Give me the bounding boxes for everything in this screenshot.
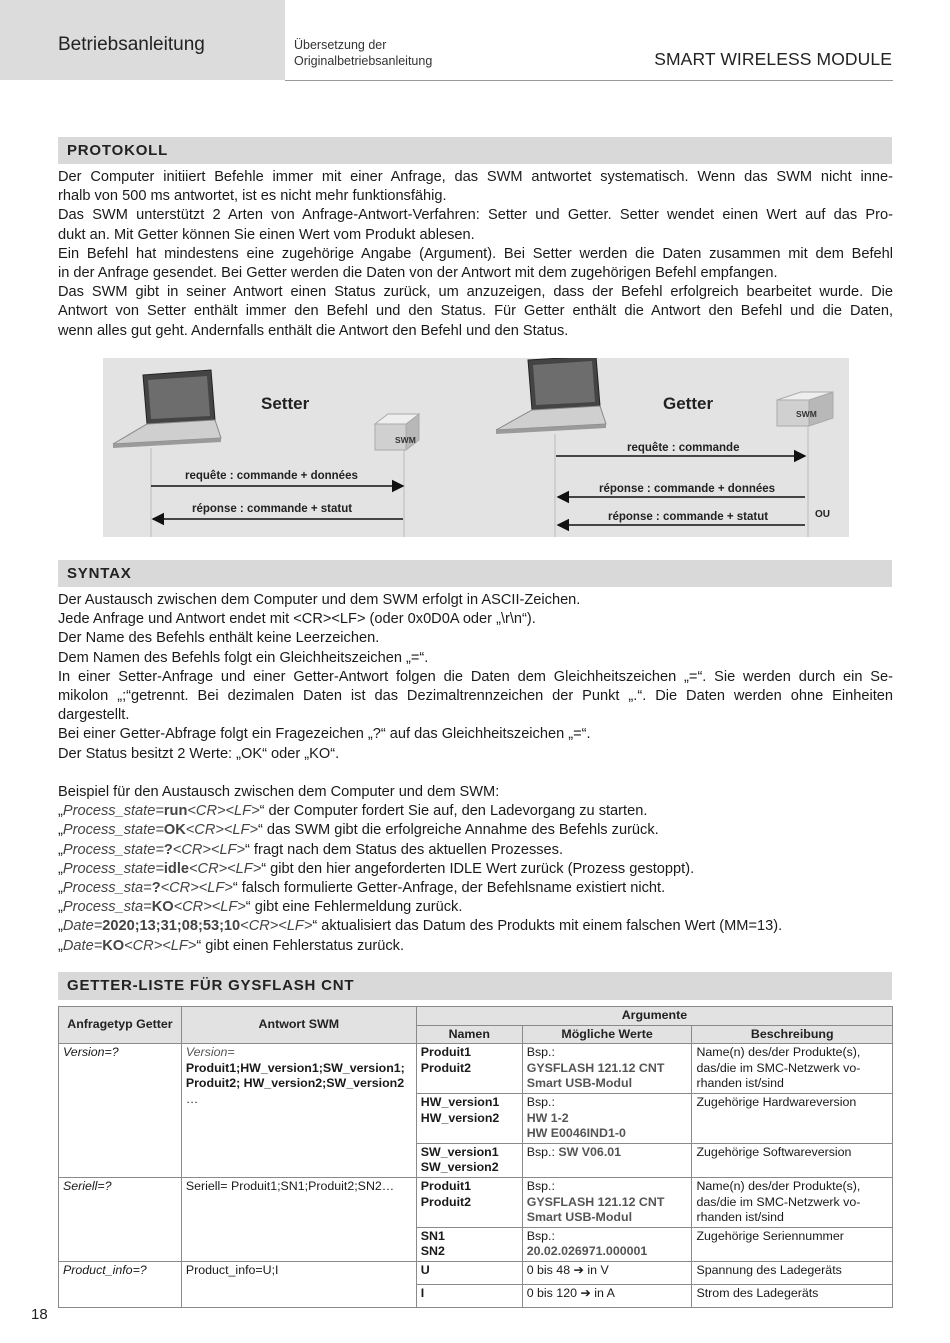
text-line: in der Anfrage gesendet. Bei Getter werden die Daten von der Antwort mit dem zugehörigen Befehl empfangen. [58, 265, 778, 282]
command-value: OK [163, 822, 186, 839]
arg-name: SW_version1 [420, 1144, 499, 1159]
answer-line: Produit2; HW_version2;SW_version2 [185, 1076, 405, 1091]
example-value: 20.02.026971.000001 [526, 1244, 648, 1259]
protocol-diagram-svg [103, 358, 849, 537]
value-prefix: Bsp.: [526, 1094, 555, 1109]
answer-cell: Product_info=U;I [181, 1261, 416, 1307]
text-line: wenn alles gut geht. Andernfalls enthält die Antwort den Befehl und den Status. [58, 322, 569, 339]
quote-close: “ [232, 880, 238, 897]
translation-line: Übersetzung der [294, 38, 387, 52]
protokoll-text [58, 168, 893, 341]
desc-cell [692, 1093, 893, 1143]
col-header-arguments: Argumente [416, 1007, 892, 1026]
quote-open: „ [58, 918, 63, 935]
terminator: <CR><LF> [173, 899, 246, 916]
terminator: <CR><LF> [185, 822, 258, 839]
command-name: Process_state= [62, 841, 164, 858]
text-line: Der Name des Befehls enthält keine Leerzeichen. [58, 630, 380, 647]
terminator: <CR><LF> [172, 841, 245, 858]
example-value: HW E0046IND1-0 [526, 1126, 626, 1141]
col-header-type: Anfragetyp Getter [59, 1007, 182, 1044]
desc-line: rhanden ist/sind [696, 1076, 784, 1091]
answer-line: Produit1;HW_version1;SW_version1; [185, 1060, 405, 1075]
quote-close: “ [259, 803, 265, 820]
example-intro: Beispiel für den Austausch zwischen dem Computer und dem SWM: [58, 784, 500, 801]
command-value: ? [163, 841, 173, 858]
arg-name: SN2 [420, 1244, 445, 1259]
command-name: Process_state= [62, 803, 164, 820]
value-prefix: Bsp.: [526, 1178, 555, 1193]
arg-name: HW_version1 [420, 1094, 500, 1109]
desc-cell [692, 1044, 893, 1094]
request-type: Product_info=? [59, 1261, 182, 1307]
value-prefix: Bsp.: [526, 1144, 559, 1159]
section-heading-text: SYNTAX [67, 565, 132, 582]
text-line: Jede Anfrage und Antwort endet mit <CR><LF> (oder 0x0D0A oder „\r\n“). [58, 611, 536, 628]
example-value: GYSFLASH 121.12 CNT [526, 1060, 665, 1075]
desc-line: Name(n) des/der Produkte(s), [696, 1045, 861, 1060]
quote-open: „ [58, 880, 63, 897]
arg-name: SN1 [420, 1228, 445, 1243]
laptop-icon [113, 370, 221, 448]
arg-name: SW_version2 [420, 1160, 499, 1175]
product-name: SMART WIRELESS MODULE [654, 49, 892, 69]
example-list [58, 802, 893, 956]
getter-table [58, 1006, 893, 1308]
command-name: Process_state= [62, 822, 164, 839]
swm-label: SWM [395, 435, 416, 445]
text-line: Der Status besitzt 2 Werte: „OK“ oder „KO“. [58, 745, 340, 762]
text-line: dukt an. Mit Getter können Sie einen Wert vom Produkt ablesen. [58, 226, 475, 243]
values-cell [522, 1044, 692, 1094]
example-desc: der Computer fordert Sie auf, den Ladevorgang zu starten. [264, 803, 648, 820]
terminator: <CR><LF> [160, 880, 233, 897]
getter-request-label: requête : commande [627, 442, 740, 454]
col-header-answer: Antwort SWM [181, 1007, 416, 1044]
example-value: Smart USB-Modul [526, 1076, 633, 1091]
blank-line [58, 764, 893, 783]
request-type: Seriell=? [59, 1177, 182, 1261]
example-value: SW V06.01 [558, 1144, 622, 1159]
setter-title: Setter [261, 394, 310, 413]
arg-name: Produit2 [420, 1060, 472, 1075]
desc-line: Zugehörige Seriennummer [696, 1228, 844, 1243]
command-name: Process_state= [62, 860, 164, 877]
example-value: HW 1-2 [526, 1110, 569, 1125]
example-desc: aktualisiert das Datum des Produkts mit einem falschen Wert (MM=13). [317, 918, 783, 935]
setter-response-label: réponse : commande + statut [192, 503, 353, 515]
names-cell [416, 1177, 522, 1227]
desc-cell [692, 1227, 893, 1261]
arg-name: Produit1 [420, 1178, 472, 1193]
example-line [58, 821, 893, 840]
answer-prefix: Version= [185, 1045, 235, 1060]
section-heading-syntax [58, 560, 892, 587]
table-row [59, 1044, 893, 1094]
command-name: Date= [62, 937, 103, 954]
col-header-description: Beschreibung [692, 1025, 893, 1044]
desc-line: Name(n) des/der Produkte(s), [696, 1178, 861, 1193]
example-line [58, 841, 893, 860]
example-line [58, 898, 893, 917]
command-value: KO [102, 937, 125, 954]
names-cell [416, 1044, 522, 1094]
quote-close: “ [312, 918, 318, 935]
text-line: Ein Befehl hat mindestens eine zugehörige Angabe (Argument). Bei Setter werden die Daten zusammen mit dem Befehl [58, 245, 893, 262]
values-cell [522, 1143, 692, 1177]
example-desc: gibt eine Fehlermeldung zurück. [250, 899, 463, 916]
values-cell [522, 1093, 692, 1143]
value-prefix: Bsp.: [526, 1045, 555, 1060]
values-cell: 0 bis 48 ➔ in V [522, 1261, 692, 1284]
doc-title: Betriebsanleitung [58, 34, 205, 55]
desc-cell [692, 1143, 893, 1177]
desc-cell: Strom des Ladegeräts [692, 1284, 893, 1307]
answer-cell: Seriell= Produit1;SN1;Produit2;SN2… [181, 1177, 416, 1261]
names-cell: I [416, 1284, 522, 1307]
command-value: 2020;13;31;08;53;10 [102, 918, 241, 935]
section-heading-protokoll [58, 137, 892, 164]
example-value: Smart USB-Modul [526, 1210, 633, 1225]
table-row [59, 1177, 893, 1227]
swm-label: SWM [796, 409, 817, 419]
terminator: <CR><LF> [240, 918, 313, 935]
section-heading-text: GETTER-LISTE FÜR GYSFLASH CNT [67, 977, 355, 994]
text-line: mikolon „;“getrennt. Bei dezimalen Daten ist das Dezimaltrennzeichen der Punkt „.“. Die Daten werden ohne Einheiten [58, 688, 893, 705]
command-name: Process_sta= [62, 880, 152, 897]
arg-name: Produit1 [420, 1045, 472, 1060]
value-prefix: Bsp.: [526, 1228, 555, 1243]
terminator: <CR><LF> [189, 860, 262, 877]
setter-request-label: requête : commande + données [185, 470, 358, 482]
header-divider [285, 80, 893, 81]
syntax-text [58, 591, 893, 956]
table-row [59, 1261, 893, 1284]
getter-title: Getter [663, 394, 714, 413]
text-line: Das SWM gibt in seiner Antwort einen Status zurück, um anzuzeigen, dass der Befehl erfolgreich bearbeitet wurde. Die [58, 284, 893, 301]
text-line: In einer Setter-Anfrage und einer Getter-Antwort folgen die Daten dem Gleichheitszeichen „=“. Sie werden durch ein Se- [58, 668, 893, 685]
request-type: Version=? [59, 1044, 182, 1178]
quote-open: „ [58, 822, 63, 839]
desc-line: Zugehörige Softwareversion [696, 1144, 852, 1159]
quote-open: „ [58, 860, 63, 877]
quote-close: “ [245, 841, 250, 858]
text-line: rhalb von 500 ms antwortet, ist es nicht mehr funktionsfähig. [58, 188, 447, 205]
col-header-names: Namen [416, 1025, 522, 1044]
names-cell: U [416, 1261, 522, 1284]
desc-cell [692, 1177, 893, 1227]
example-desc: falsch formulierte Getter-Anfrage, der Befehlsname existiert nicht. [237, 880, 666, 897]
example-desc: das SWM gibt die erfolgreiche Annahme des Befehls zurück. [262, 822, 659, 839]
quote-open: „ [58, 899, 63, 916]
arg-name: HW_version2 [420, 1110, 500, 1125]
text-line: Das SWM unterstützt 2 Arten von Anfrage-Antwort-Verfahren: Setter und Getter. Setter wendet einen Wert auf das Pro- [58, 207, 893, 224]
names-cell [416, 1143, 522, 1177]
values-cell [522, 1227, 692, 1261]
command-value: KO [151, 899, 174, 916]
desc-line: rhanden ist/sind [696, 1210, 784, 1225]
getter-response-data-label: réponse : commande + données [599, 483, 776, 495]
example-line [58, 802, 893, 821]
translation-note [294, 37, 432, 69]
header-title-box [0, 0, 285, 80]
quote-close: “ [261, 860, 267, 877]
text-line: dargestellt. [58, 707, 130, 724]
arg-name: Produit2 [420, 1194, 472, 1209]
laptop-icon [496, 358, 606, 434]
translation-line: Originalbetriebsanleitung [294, 54, 433, 68]
text-line: Der Austausch zwischen dem Computer und dem SWM erfolgt in ASCII-Zeichen. [58, 592, 581, 608]
command-value: run [163, 803, 188, 820]
table-header-row [59, 1007, 893, 1026]
example-desc: gibt einen Fehlerstatus zurück. [201, 937, 404, 954]
terminator: <CR><LF> [187, 803, 260, 820]
or-label: OU [815, 509, 830, 520]
quote-close: “ [196, 937, 202, 954]
names-cell [416, 1093, 522, 1143]
example-line [58, 860, 893, 879]
values-cell [522, 1177, 692, 1227]
protocol-diagram [103, 358, 849, 537]
example-desc: gibt den hier angeforderten IDLE Wert zurück (Prozess gestoppt). [266, 860, 695, 877]
example-line [58, 917, 893, 936]
names-cell [416, 1227, 522, 1261]
text-line: Bei einer Getter-Abfrage folgt ein Fragezeichen „?“ auf das Gleichheitszeichen „=“. [58, 726, 591, 743]
quote-close: “ [257, 822, 263, 839]
quote-close: “ [245, 899, 251, 916]
page-number: 18 [31, 1306, 48, 1323]
getter-response-status-label: réponse : commande + statut [608, 511, 769, 523]
values-cell: 0 bis 120 ➔ in A [522, 1284, 692, 1307]
terminator: <CR><LF> [124, 937, 197, 954]
example-line [58, 937, 893, 956]
desc-line: Zugehörige Hardwareversion [696, 1094, 857, 1109]
desc-line: das/die im SMC-Netzwerk vo- [696, 1194, 861, 1209]
quote-open: „ [58, 937, 63, 954]
text-line: Der Computer initiiert Befehle immer mit einer Anfrage, das SWM antwortet systematisch. Wenn das SWM nicht inne- [58, 169, 893, 185]
answer-line: … [185, 1091, 199, 1106]
command-name: Process_sta= [62, 899, 152, 916]
command-value: ? [151, 880, 161, 897]
example-value: GYSFLASH 121.12 CNT [526, 1194, 665, 1209]
section-heading-getter-list [58, 972, 892, 1000]
example-desc: fragt nach dem Status des aktuellen Prozesses. [249, 841, 563, 858]
quote-open: „ [58, 841, 63, 858]
col-header-values: Mögliche Werte [522, 1025, 692, 1044]
example-line [58, 879, 893, 898]
answer-cell [181, 1044, 416, 1178]
desc-cell: Spannung des Ladegeräts [692, 1261, 893, 1284]
command-name: Date= [62, 918, 103, 935]
section-heading-text: PROTOKOLL [67, 142, 169, 159]
command-value: idle [163, 860, 190, 877]
text-line: Dem Namen des Befehls folgt ein Gleichheitszeichen „=“. [58, 649, 429, 666]
quote-open: „ [58, 803, 63, 820]
text-line: Antwort von Setter enthält immer den Befehl und den Status. Für Getter enthält die Antwort den Befehl und die Daten, [58, 303, 893, 320]
desc-line: das/die im SMC-Netzwerk vo- [696, 1060, 861, 1075]
